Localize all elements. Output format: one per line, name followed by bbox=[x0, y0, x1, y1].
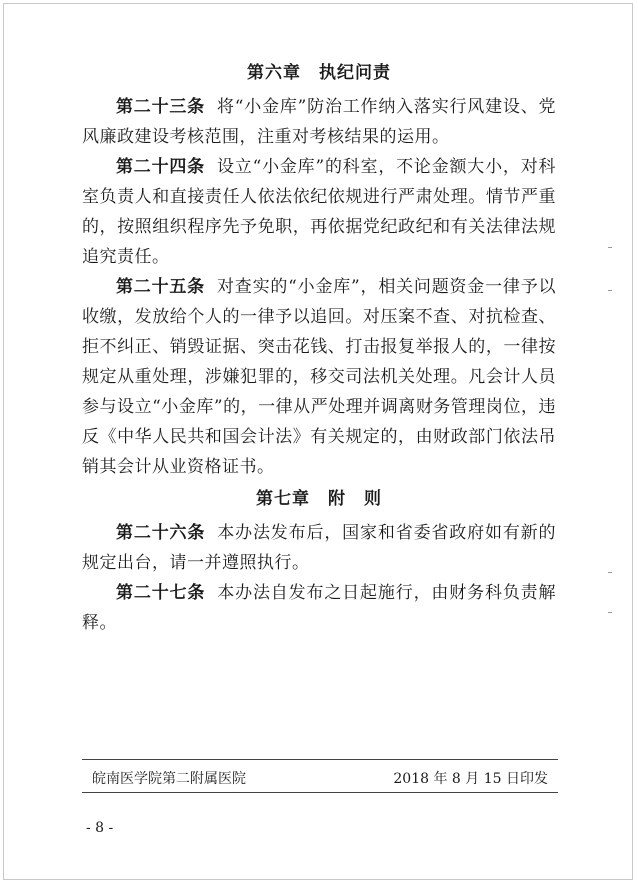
article-27 bbox=[82, 578, 556, 638]
chapter-6-heading: 第六章 执纪问责 bbox=[247, 63, 391, 83]
scan-mark bbox=[608, 290, 612, 291]
issuer-name: 皖南医学院第二附属医院 bbox=[92, 771, 246, 787]
article-number: 第二十七条 bbox=[116, 583, 206, 603]
footer-top-rule bbox=[82, 759, 558, 760]
article-number: 第二十四条 bbox=[116, 157, 205, 177]
chapter-7-heading: 第七章 附 则 bbox=[256, 489, 382, 509]
document-body bbox=[82, 62, 556, 638]
scan-mark bbox=[608, 612, 612, 613]
issue-date: 2018 年 8 月 15 日印发 bbox=[393, 771, 548, 787]
article-23 bbox=[82, 92, 556, 152]
article-26 bbox=[82, 518, 556, 578]
article-text: 设立“小金库”的科室，不论金额大小，对科室负责人和直接责任人依法依纪依规进行严肃处理。情节严重的，按照组织程序先予免职，再依据党纪政纪和有关法律法规追究责任。 bbox=[82, 157, 556, 267]
footer-bottom-rule bbox=[82, 792, 558, 793]
article-text: 本办法自发布之日起施行，由财务科负责解释。 bbox=[82, 583, 557, 633]
scan-mark bbox=[608, 572, 612, 573]
article-number: 第二十三条 bbox=[116, 97, 205, 117]
article-24 bbox=[82, 152, 556, 272]
article-text: 本办法发布后，国家和省委省政府如有新的规定出台，请一并遵照执行。 bbox=[82, 523, 557, 573]
article-number: 第二十五条 bbox=[116, 277, 205, 297]
scan-mark bbox=[608, 247, 612, 248]
article-25 bbox=[82, 272, 556, 482]
issuance-line bbox=[92, 768, 548, 788]
article-number: 第二十六条 bbox=[116, 523, 206, 543]
page-number: - 8 - bbox=[86, 820, 114, 836]
article-text: 将“小金库”防治工作纳入落实行风建设、党风廉政建设考核范围，注重对考核结果的运用。 bbox=[82, 97, 556, 147]
article-text: 对查实的“小金库”，相关问题资金一律予以收缴，发放给个人的一律予以追回。对压案不查、对抗检查、拒不纠正、销毁证据、突击花钱、打击报复举报人的，一律按规定从重处理，涉嫌犯罪的，移交司法机关处理。凡会计人员参与设立“小金库”的，一律从严处理并调离财务管理岗位，违反《中华人民共和国会计法》有关规定的，由财政部门依法吊销其会计从业资格证书。 bbox=[82, 277, 556, 477]
